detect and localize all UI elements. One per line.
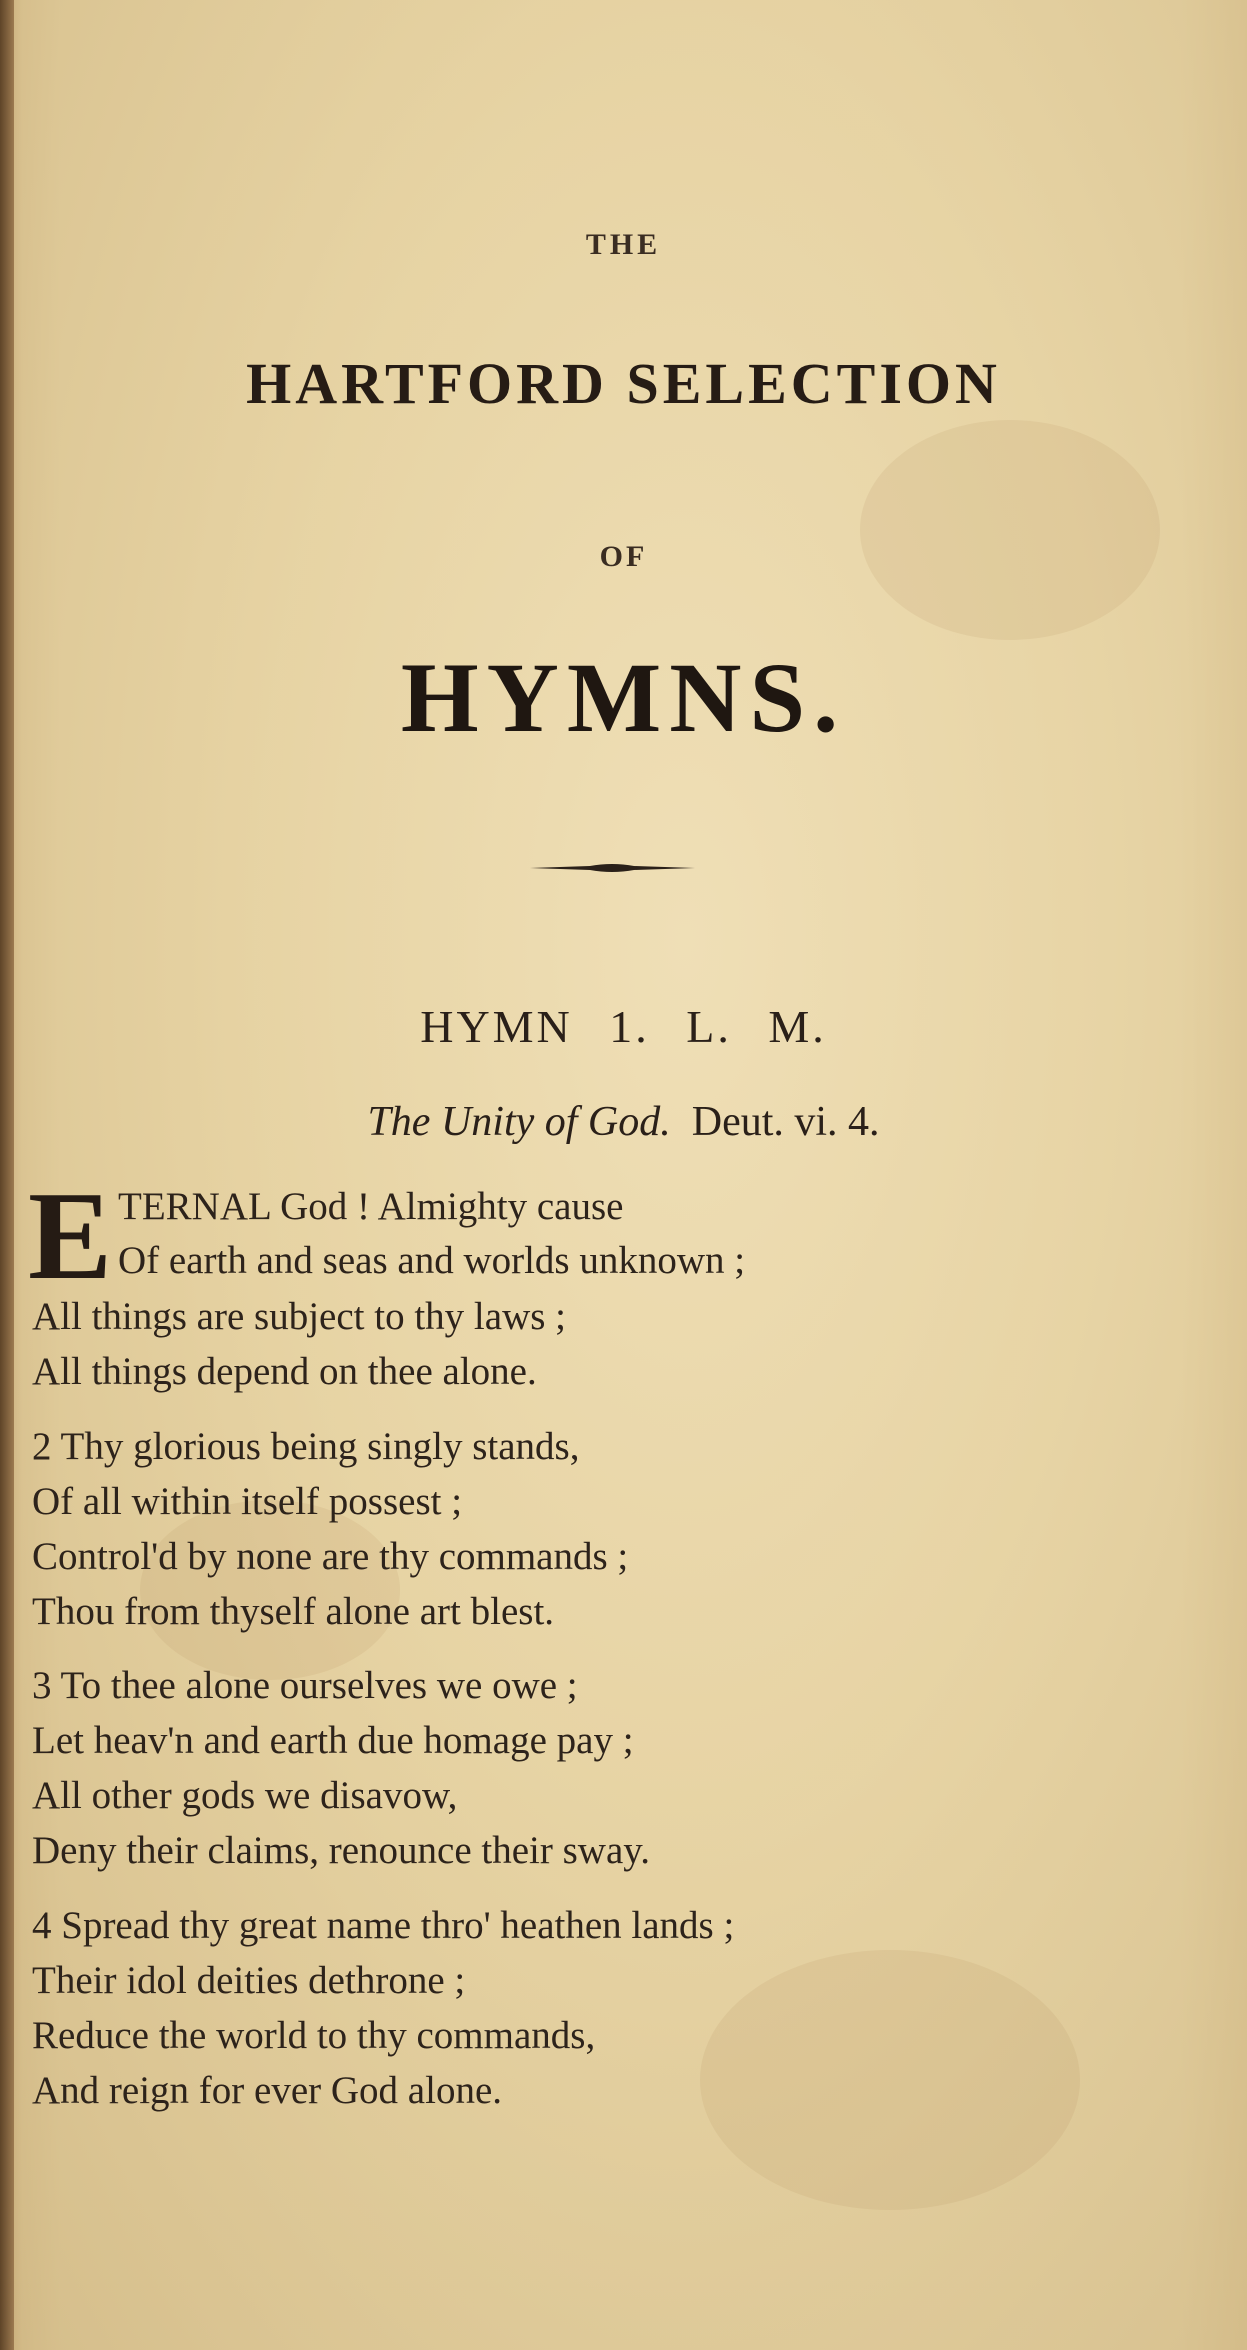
verse-line: All other gods we disavow, [32,1774,458,1817]
verse-line: Deny their claims, renounce their sway. [32,1829,651,1872]
ornamental-rule [530,862,695,874]
hymn-subtitle-reference: Deut. vi. 4. [691,1099,880,1145]
verse-line: Reduce the world to thy commands, [32,2014,596,2057]
verse-line: 4 Spread thy great name thro' heathen lands ; [32,1904,735,1947]
title-the: THE [585,228,662,261]
verse-line: Control'd by none are thy commands ; [32,1535,629,1578]
title-hymns: HYMNS. [400,642,847,753]
hymn-subtitle-title: The Unity of God. [367,1099,671,1145]
paper-stain [860,420,1160,640]
verse-line: 2 Thy glorious being singly stands, [32,1425,580,1468]
title-of: OF [599,540,648,573]
hymn-heading: HYMN 1. L. M. [420,1001,827,1052]
title-hartford-selection: HARTFORD SELECTION [246,351,1001,416]
verse-line: Of earth and seas and worlds unknown ; [118,1239,746,1282]
verse-line: 3 To thee alone ourselves we owe ; [32,1664,578,1707]
drop-cap: E [28,1167,113,1306]
verse-line: Of all within itself possest ; [32,1480,463,1523]
verse-line: All things depend on thee alone. [32,1350,537,1393]
verse-line: Let heav'n and earth due homage pay ; [32,1719,634,1762]
paper-stain [700,1950,1080,2210]
verse-line: Thou from thyself alone art blest. [32,1590,555,1633]
verse-line: And reign for ever God alone. [32,2069,502,2112]
hymn-subtitle [0,1098,1247,1146]
verse-line: TERNAL God ! Almighty cause [118,1185,624,1228]
verse-line: All things are subject to thy laws ; [32,1295,567,1338]
verse-line: Their idol deities dethrone ; [32,1959,466,2002]
